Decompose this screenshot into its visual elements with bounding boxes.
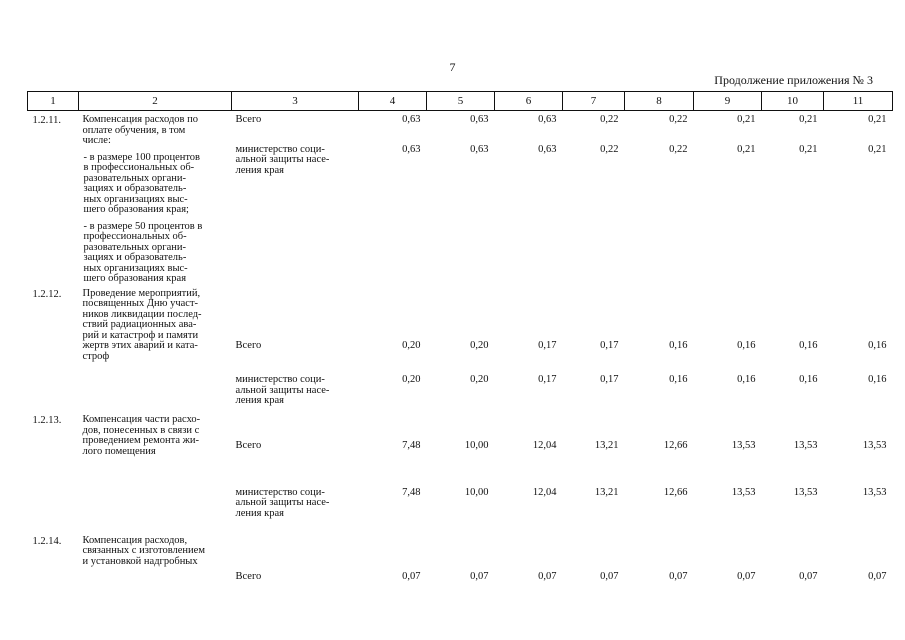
row-code: 1.2.14.: [32, 535, 62, 547]
row-code: 1.2.11.: [32, 115, 61, 126]
page-number: 7: [449, 60, 456, 74]
row-source-line: альной защиты насе-: [235, 154, 330, 165]
row-name-line: проведением ремонта жи-: [82, 435, 200, 446]
row-name-line: оплате обучения, в том: [82, 124, 186, 136]
row-subitem-line: разовательных органи-: [83, 241, 186, 253]
value-cell: 0,16: [799, 374, 818, 385]
row-name-line: жертв этих аварий и ката-: [82, 340, 198, 351]
value-cell: 0,16: [737, 374, 756, 385]
row-name-line: дов, понесенных в связи с: [82, 424, 200, 436]
row-code: 1.2.12.: [32, 288, 62, 300]
row-subitem-line: зациях и образователь-: [83, 183, 187, 194]
header-cell: 3: [232, 92, 359, 111]
value-cell: 12,04: [532, 440, 557, 451]
row-subitem-line: профессиональных об-: [83, 231, 187, 242]
value-cell: 0,22: [669, 143, 688, 155]
row-subitem-line: шего образования края;: [83, 204, 189, 215]
row-source-line: Всего: [235, 339, 262, 351]
value-cell: 0,22: [600, 114, 619, 125]
row-source-line: Всего: [235, 440, 262, 451]
row-name-cell: [79, 285, 232, 412]
value-cell: 0,07: [600, 570, 619, 582]
table-row: [28, 285, 893, 352]
value-cell: 0,20: [402, 339, 421, 351]
row-subitem-line: ных организациях выс-: [83, 193, 188, 205]
table-row: [28, 111, 893, 141]
budget-table-container: [27, 91, 892, 582]
value-cell: 0,63: [538, 114, 557, 125]
row-name-line: ников ликвидации послед-: [82, 308, 202, 320]
value-cell: 0,17: [600, 374, 619, 385]
table-row: [28, 532, 893, 583]
value-cell: 13,53: [862, 440, 887, 451]
value-cell: 7,48: [402, 486, 421, 498]
row-source-line: альной защиты насе-: [235, 384, 330, 396]
value-cell: 0,21: [737, 143, 756, 155]
value-cell: 0,21: [737, 114, 756, 125]
value-cell: 0,22: [600, 143, 619, 155]
value-cell: 0,07: [538, 570, 557, 582]
row-name-line: связанных с изготовлением: [82, 545, 205, 556]
row-subitem: [83, 153, 232, 216]
budget-table: [27, 91, 893, 582]
row-name-line: Компенсация расходов,: [82, 534, 188, 546]
row-name-line: Компенсация расходов по: [82, 114, 198, 125]
header-cell: 1: [28, 92, 79, 111]
row-source-line: министерство соци-: [235, 374, 325, 385]
value-cell: 0,17: [538, 374, 557, 385]
row-name-line: Компенсация части расхо-: [82, 414, 201, 425]
row-source-line: министерство соци-: [235, 486, 325, 498]
value-cell: 0,20: [470, 339, 489, 351]
value-cell: 0,07: [402, 570, 421, 582]
value-cell: 0,63: [470, 114, 489, 125]
value-cell: 0,16: [868, 339, 887, 351]
value-cell: 13,21: [594, 440, 619, 451]
value-cell: 12,66: [663, 486, 688, 498]
value-cell: 0,21: [868, 143, 887, 155]
row-name-line: Проведение мероприятий,: [82, 287, 201, 299]
row-source-cell: [232, 141, 359, 285]
value-cell: 0,21: [799, 143, 818, 155]
value-cell: 0,07: [737, 570, 756, 582]
row-source-line: ления края: [235, 507, 284, 519]
value-cell: 0,20: [402, 374, 421, 385]
value-cell: 13,53: [793, 440, 818, 451]
row-name-line: ствий радиационных ава-: [82, 319, 197, 330]
row-subitem-line: в профессиональных об-: [83, 162, 195, 173]
row-source-cell: [232, 411, 359, 452]
value-cell: 13,53: [731, 486, 756, 498]
table-row: [28, 411, 893, 452]
row-source-cell: [232, 532, 359, 583]
value-cell: 12,04: [532, 486, 557, 498]
header-cell: 5: [427, 92, 495, 111]
row-subitem: [83, 222, 232, 285]
value-cell: 12,66: [663, 440, 688, 451]
row-source-line: альной защиты насе-: [235, 497, 330, 508]
value-cell: 0,07: [669, 570, 688, 582]
row-subitem-line: - в размере 50 процентов в: [83, 220, 203, 232]
header-cell: 2: [79, 92, 232, 111]
value-cell: 0,07: [868, 570, 887, 582]
value-cell: 0,17: [538, 339, 557, 351]
value-cell: 13,21: [594, 486, 619, 498]
row-name-line: лого помещения: [82, 445, 156, 457]
row-source-line: ления края: [235, 164, 284, 176]
value-cell: 0,22: [669, 114, 688, 125]
row-source-cell: [232, 351, 359, 411]
value-cell: 7,48: [402, 440, 421, 451]
row-subitem-line: зациях и образователь-: [83, 252, 187, 263]
row-source-cell: [232, 111, 359, 141]
value-cell: 13,53: [862, 486, 887, 498]
row-source-line: Всего: [235, 570, 262, 582]
row-name-line: строф: [82, 350, 110, 362]
value-cell: 0,16: [669, 374, 688, 385]
row-name-line: рий и катастроф и памяти: [82, 329, 199, 341]
value-cell: 0,07: [470, 570, 489, 582]
value-cell: 10,00: [464, 486, 489, 498]
continuation-note: Продолжение приложения № 3: [714, 73, 873, 87]
row-source-cell: [232, 452, 359, 532]
row-source-line: ления края: [235, 395, 284, 406]
header-cell: 9: [694, 92, 762, 111]
row-name-line: посвященных Дню участ-: [82, 298, 199, 309]
header-cell: 11: [824, 92, 893, 111]
value-cell: 0,16: [799, 339, 818, 351]
row-subitem-line: ных организациях выс-: [83, 262, 188, 274]
row-subitem-line: разовательных органи-: [83, 172, 186, 184]
table-body: [28, 111, 893, 583]
header-cell: 10: [762, 92, 824, 111]
header-cell: 7: [563, 92, 625, 111]
value-cell: 13,53: [731, 440, 756, 451]
value-cell: 0,16: [737, 339, 756, 351]
row-name-cell: [79, 532, 232, 583]
row-subitem-line: - в размере 100 процентов: [83, 151, 201, 163]
header-row: [28, 92, 893, 111]
value-cell: 0,63: [402, 143, 421, 155]
row-name-cell: [79, 111, 232, 285]
row-name-line: числе:: [82, 135, 111, 146]
value-cell: 13,53: [793, 486, 818, 498]
value-cell: 0,16: [868, 374, 887, 385]
value-cell: 0,20: [470, 374, 489, 385]
header-cell: 4: [359, 92, 427, 111]
row-source-cell: [232, 285, 359, 352]
row-subitem-line: шего образования края: [83, 273, 187, 284]
row-name-cell: [79, 411, 232, 532]
row-source-line: Всего: [235, 114, 262, 125]
value-cell: 0,17: [600, 339, 619, 351]
value-cell: 0,21: [799, 114, 818, 125]
value-cell: 0,07: [799, 570, 818, 582]
value-cell: 10,00: [464, 440, 489, 451]
value-cell: 0,16: [669, 339, 688, 351]
header-cell: 8: [625, 92, 694, 111]
header-cell: 6: [495, 92, 563, 111]
value-cell: 0,63: [538, 143, 557, 155]
value-cell: 0,63: [470, 143, 489, 155]
row-code: 1.2.13.: [32, 415, 62, 426]
row-name-line: и установкой надгробных: [82, 555, 198, 567]
value-cell: 0,63: [402, 114, 421, 125]
value-cell: 0,21: [868, 114, 887, 125]
row-source-line: министерство соци-: [235, 143, 325, 155]
